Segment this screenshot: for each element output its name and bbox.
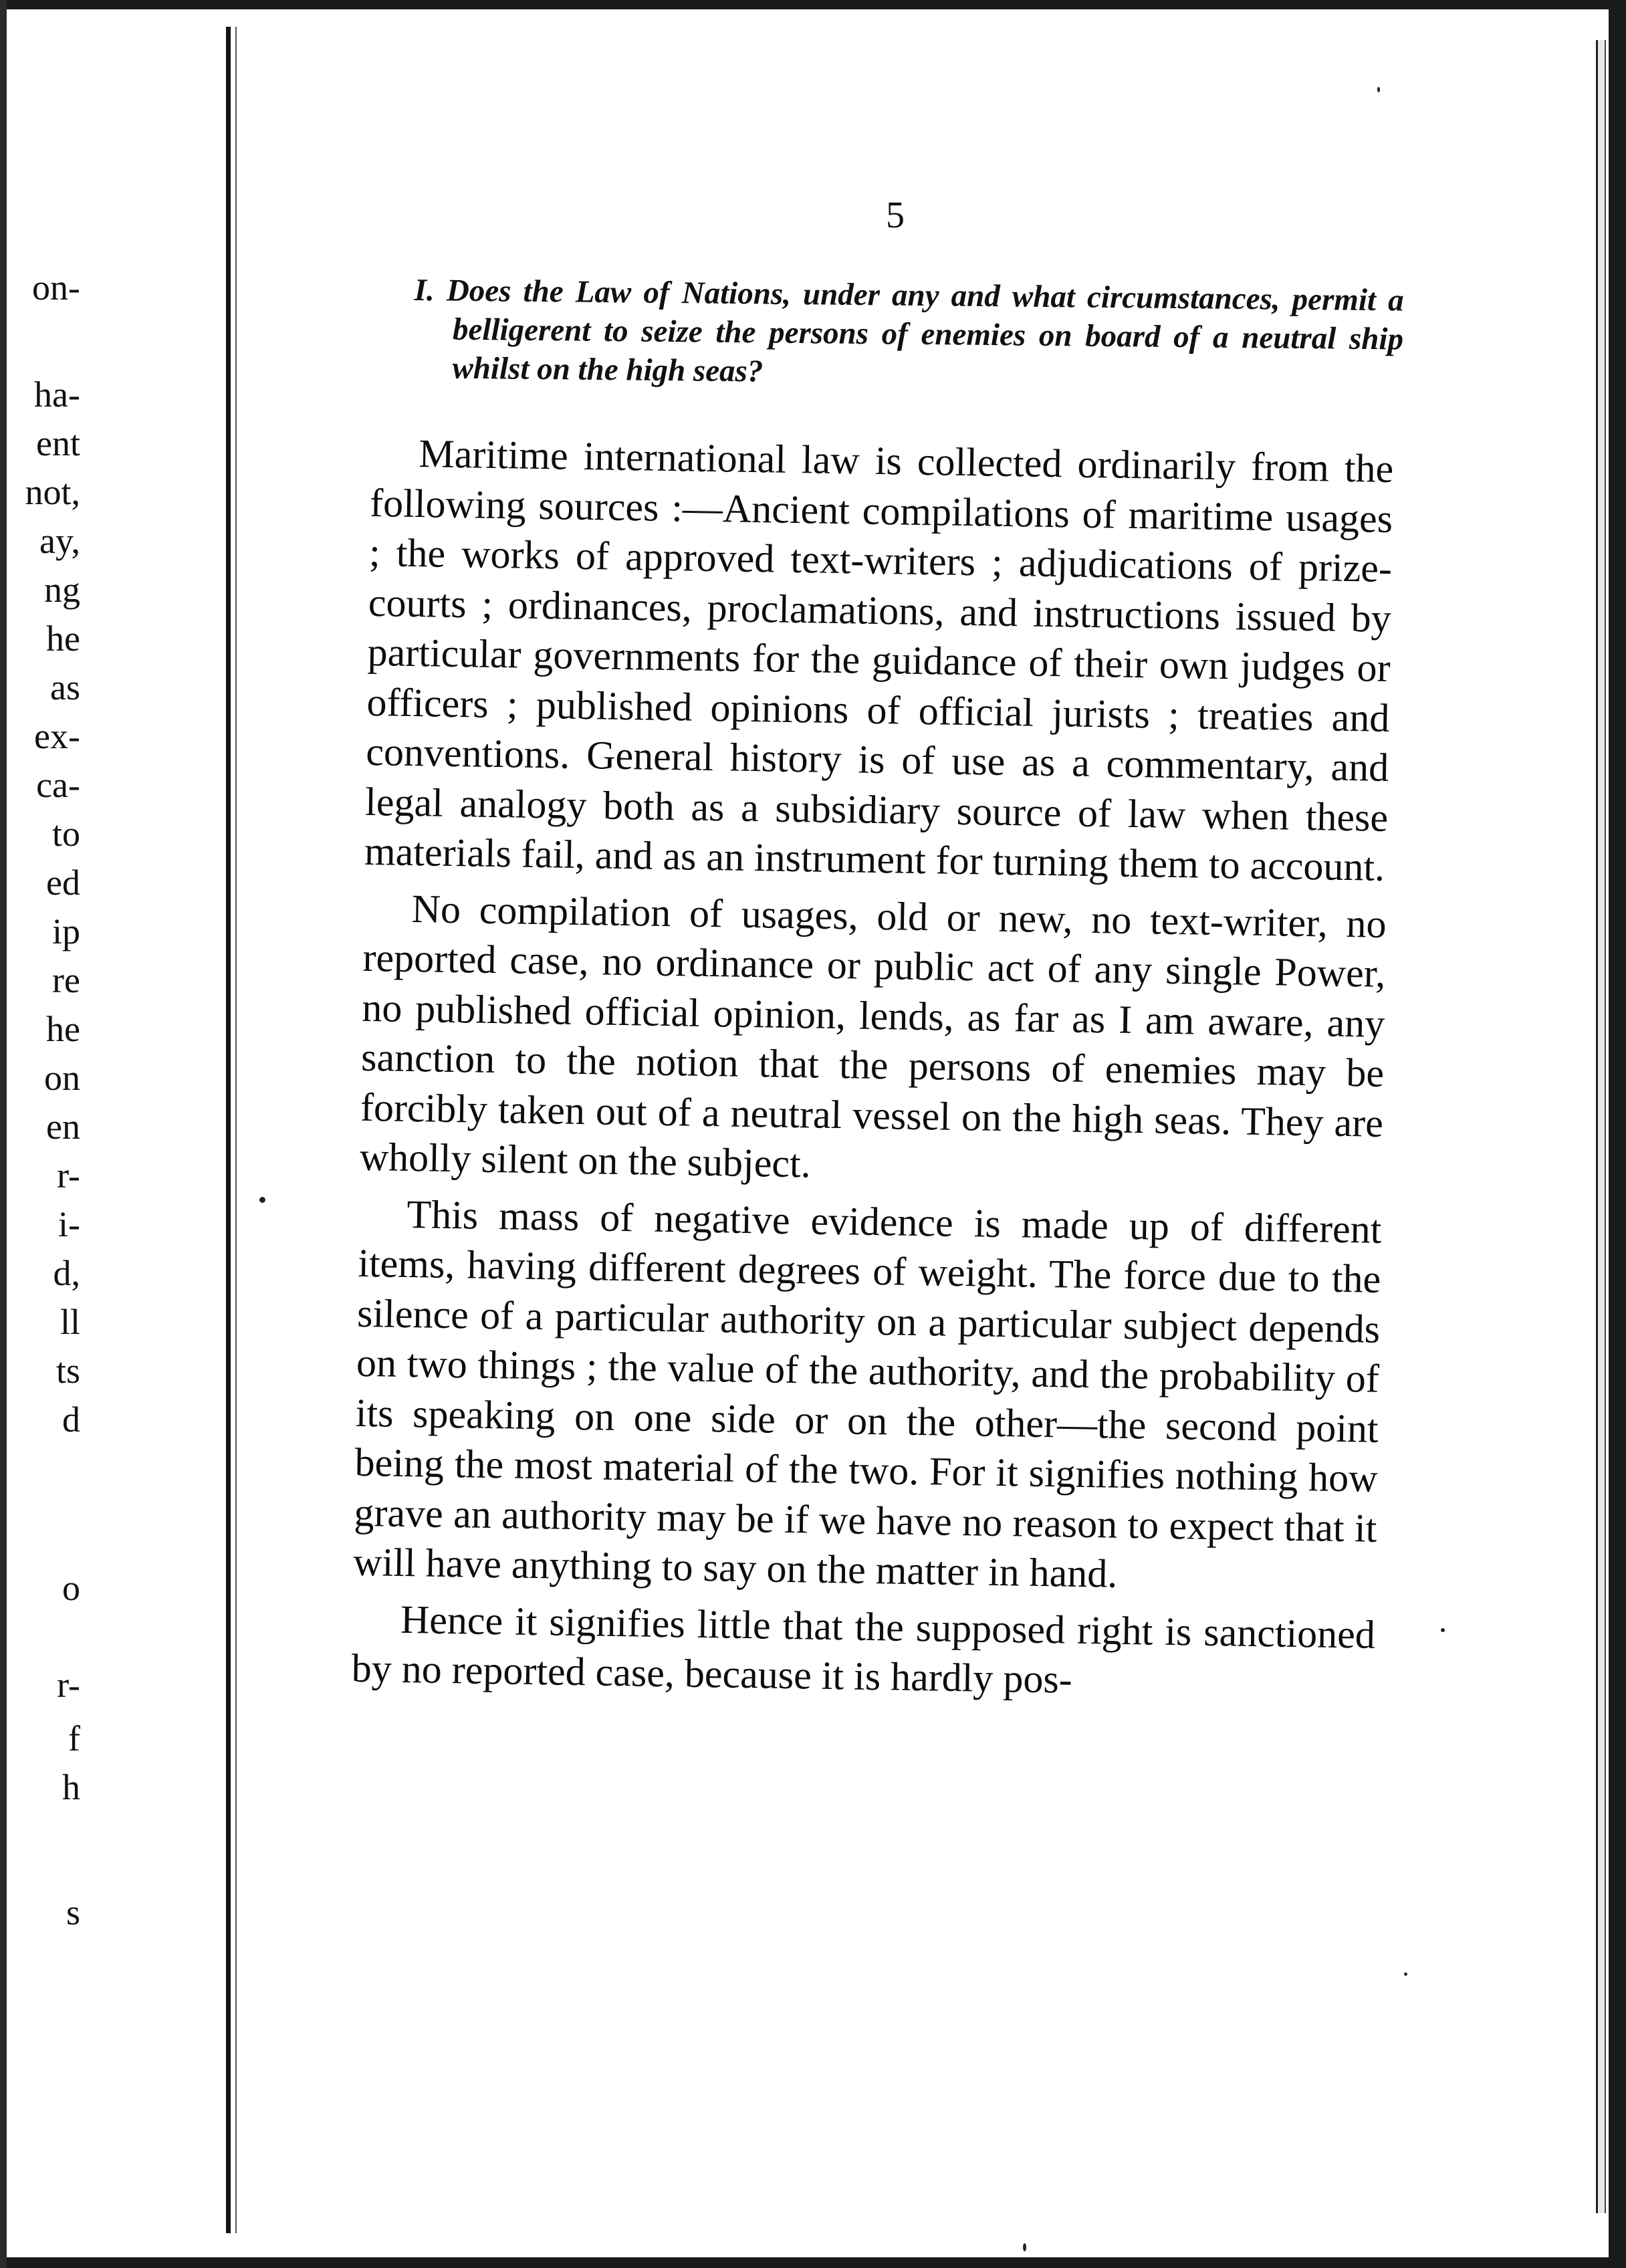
left-fragment: on- [32,267,80,308]
left-fragment: ng [44,570,80,610]
left-fragment: on [44,1058,80,1098]
left-fragment: as [50,667,80,707]
left-fragment: en [46,1107,80,1147]
page-fore-edge [1596,40,1606,2213]
left-fragment: d [62,1399,80,1440]
left-fragment: ca- [36,765,80,805]
left-fragment: he [46,618,80,659]
page-number: 5 [886,195,905,236]
question-heading [413,271,1404,397]
left-fragment: ex- [34,716,80,756]
body-text [351,428,1394,1716]
question-label: I. [414,272,435,308]
scan-bottom-edge [0,2257,1626,2268]
book-gutter [226,27,231,2233]
book-gutter-shadow [235,27,237,2233]
paragraph: Hence it signifies little that the supposed right is sanctioned by no reported case, because it is hardly pos- [351,1597,1376,1702]
left-fragment: ll [60,1302,80,1342]
scan-left-edge [0,0,7,2268]
left-fragment: r- [57,1665,80,1705]
left-fragment: ay, [39,521,80,561]
question-text: Does the Law of Nations, under any and what circumstances, permit a belligerent to seize the persons of enemies on board of a neutral ship whilst on the high seas? [446,273,1404,389]
paragraph: This mass of negative evidence is made up of different items, having different degrees of weight. The force due to the silence of a particular authority on a particular subject depends on two things ; the value of the authority, and the probability of its speaking on one side or on the other—the second point being the most material of the two. For it signifies nothing how grave an authority may be if we have no reason to expect that it will have anything to say on the matter in hand. [352,1192,1382,1596]
left-fragment: o [62,1568,80,1608]
left-fragment: f [68,1718,80,1759]
left-fragment: ts [55,1351,80,1391]
left-fragment: s [66,1892,80,1932]
paragraph: Maritime international law is collected ordinarily from the following sources :—Ancient compilations of maritime usages ; the works of approved text-writers ; adjudications of prize-courts ; ordinances, proclamations, and instructions issued by particular governments for the guidance of their own judges or officers ; published opinions of official jurists ; treaties and conventions. General history is of use as a commentary, and legal analogy both as a subsidiary source of law when these materials fail, and as an instrument for turning them to account. [364,431,1394,889]
paragraph: No compilation of usages, old or new, no text-writer, no reported case, no ordinance or public act of any single Power, no published official opinion, lends, as far as I am aware, any sanction to the notion that the persons of enemies may be forcibly taken out of a neutral vessel on the high seas. They are wholly silent on the subject. [359,886,1387,1186]
left-fragment: to [51,814,80,854]
scan-top-edge [0,0,1626,9]
left-fragment: h [62,1767,80,1807]
scan-right-edge [1609,0,1626,2268]
left-fragment: ip [51,911,80,951]
left-fragment: ed [46,863,80,903]
left-fragment: he [46,1009,80,1049]
left-fragment: ha- [34,374,80,415]
left-fragment: not, [25,472,80,512]
left-fragment: ent [36,423,80,463]
left-fragment: i- [58,1204,80,1244]
left-fragment: d, [53,1253,80,1293]
left-fragment: r- [57,1155,80,1196]
left-fragment: re [52,960,80,1000]
